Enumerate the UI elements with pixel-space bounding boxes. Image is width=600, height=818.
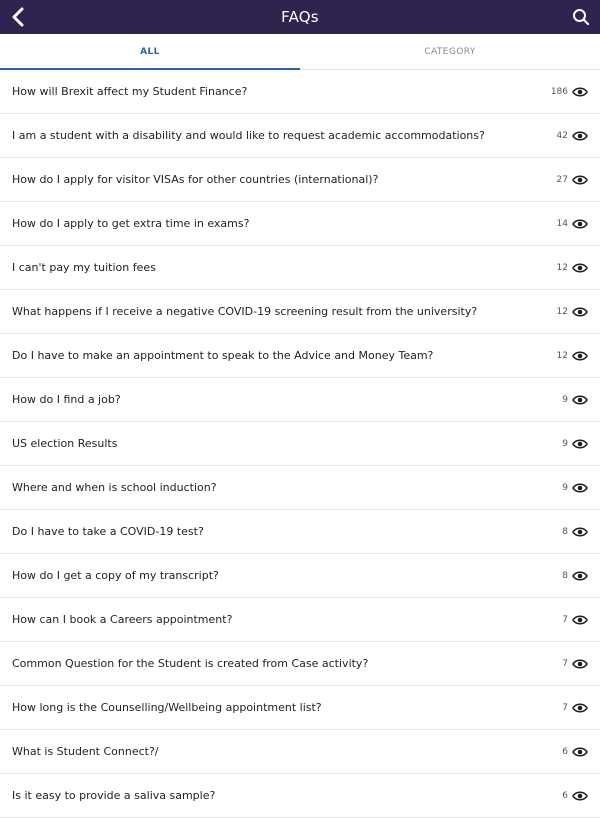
view-count — [548, 658, 588, 670]
faq-question: How do I apply to get extra time in exams? — [12, 217, 250, 230]
view-count — [548, 394, 588, 406]
app-header — [0, 0, 600, 34]
faq-item[interactable] — [0, 510, 600, 554]
view-count-number: 186 — [550, 86, 568, 97]
view-count — [548, 526, 588, 538]
eye-icon — [572, 130, 588, 142]
eye-icon — [572, 614, 588, 626]
view-count-number: 12 — [556, 306, 568, 317]
view-count — [548, 306, 588, 318]
faq-item[interactable] — [0, 598, 600, 642]
view-count — [548, 614, 588, 626]
page-title: FAQs — [281, 8, 319, 26]
search-button[interactable] — [570, 6, 592, 28]
view-count-number: 7 — [562, 658, 568, 669]
view-count — [548, 218, 588, 230]
faq-item[interactable] — [0, 70, 600, 114]
view-count-number: 9 — [562, 394, 568, 405]
eye-icon — [572, 262, 588, 274]
eye-icon — [572, 86, 588, 98]
faq-item[interactable] — [0, 466, 600, 510]
view-count-number: 12 — [556, 262, 568, 273]
faq-question: How will Brexit affect my Student Finance? — [12, 85, 248, 98]
view-count — [548, 438, 588, 450]
faq-question: Is it easy to provide a saliva sample? — [12, 789, 216, 802]
view-count-number: 14 — [556, 218, 568, 229]
view-count — [548, 746, 588, 758]
eye-icon — [572, 350, 588, 362]
view-count-number: 7 — [562, 614, 568, 625]
view-count-number: 9 — [562, 482, 568, 493]
faq-list — [0, 70, 600, 818]
view-count — [548, 702, 588, 714]
search-icon — [572, 8, 590, 26]
eye-icon — [572, 658, 588, 670]
tab-category[interactable]: CATEGORY — [424, 46, 476, 57]
eye-icon — [572, 570, 588, 582]
eye-icon — [572, 526, 588, 538]
faq-question: How can I book a Careers appointment? — [12, 613, 233, 626]
view-count-number: 8 — [562, 526, 568, 537]
faq-item[interactable] — [0, 378, 600, 422]
faq-question: I am a student with a disability and would like to request academic accommodations? — [12, 129, 485, 142]
view-count — [548, 262, 588, 274]
view-count-number: 8 — [562, 570, 568, 581]
view-count-number: 9 — [562, 438, 568, 449]
faq-question: Do I have to take a COVID-19 test? — [12, 525, 204, 538]
view-count-number: 12 — [556, 350, 568, 361]
faq-question: How long is the Counselling/Wellbeing appointment list? — [12, 701, 322, 714]
tab-all[interactable]: ALL — [0, 34, 300, 69]
faq-question: Where and when is school induction? — [12, 481, 217, 494]
faq-question: Do I have to make an appointment to speak to the Advice and Money Team? — [12, 349, 434, 362]
chevron-left-icon — [11, 7, 25, 27]
view-count — [548, 570, 588, 582]
eye-icon — [572, 746, 588, 758]
view-count-number: 6 — [562, 790, 568, 801]
view-count-number: 7 — [562, 702, 568, 713]
eye-icon — [572, 702, 588, 714]
view-count — [548, 130, 588, 142]
view-count-number: 27 — [556, 174, 568, 185]
faq-question: Common Question for the Student is created from Case activity? — [12, 657, 369, 670]
faq-question: How do I get a copy of my transcript? — [12, 569, 219, 582]
eye-icon — [572, 306, 588, 318]
faq-item[interactable] — [0, 334, 600, 378]
eye-icon — [572, 482, 588, 494]
faq-item[interactable] — [0, 246, 600, 290]
faq-question: I can't pay my tuition fees — [12, 261, 156, 274]
view-count — [548, 482, 588, 494]
view-count — [548, 86, 588, 98]
faq-question: How do I apply for visitor VISAs for other countries (international)? — [12, 173, 379, 186]
faq-item[interactable] — [0, 642, 600, 686]
faq-item[interactable] — [0, 114, 600, 158]
faq-question: How do I find a job? — [12, 393, 121, 406]
faq-question: US election Results — [12, 437, 118, 450]
eye-icon — [572, 174, 588, 186]
faq-item[interactable] — [0, 422, 600, 466]
faq-item[interactable] — [0, 686, 600, 730]
back-button[interactable] — [6, 5, 30, 29]
faq-question: What happens if I receive a negative COVID-19 screening result from the university? — [12, 305, 478, 318]
eye-icon — [572, 394, 588, 406]
view-count-number: 42 — [556, 130, 568, 141]
faq-item[interactable] — [0, 730, 600, 774]
faq-item[interactable] — [0, 290, 600, 334]
view-count-number: 6 — [562, 746, 568, 757]
view-count — [548, 350, 588, 362]
faq-question: What is Student Connect?/ — [12, 745, 159, 758]
faq-item[interactable] — [0, 554, 600, 598]
faq-item[interactable] — [0, 202, 600, 246]
view-count — [548, 174, 588, 186]
tab-bar — [0, 34, 600, 70]
eye-icon — [572, 438, 588, 450]
faq-item[interactable] — [0, 774, 600, 818]
eye-icon — [572, 218, 588, 230]
faq-item[interactable] — [0, 158, 600, 202]
